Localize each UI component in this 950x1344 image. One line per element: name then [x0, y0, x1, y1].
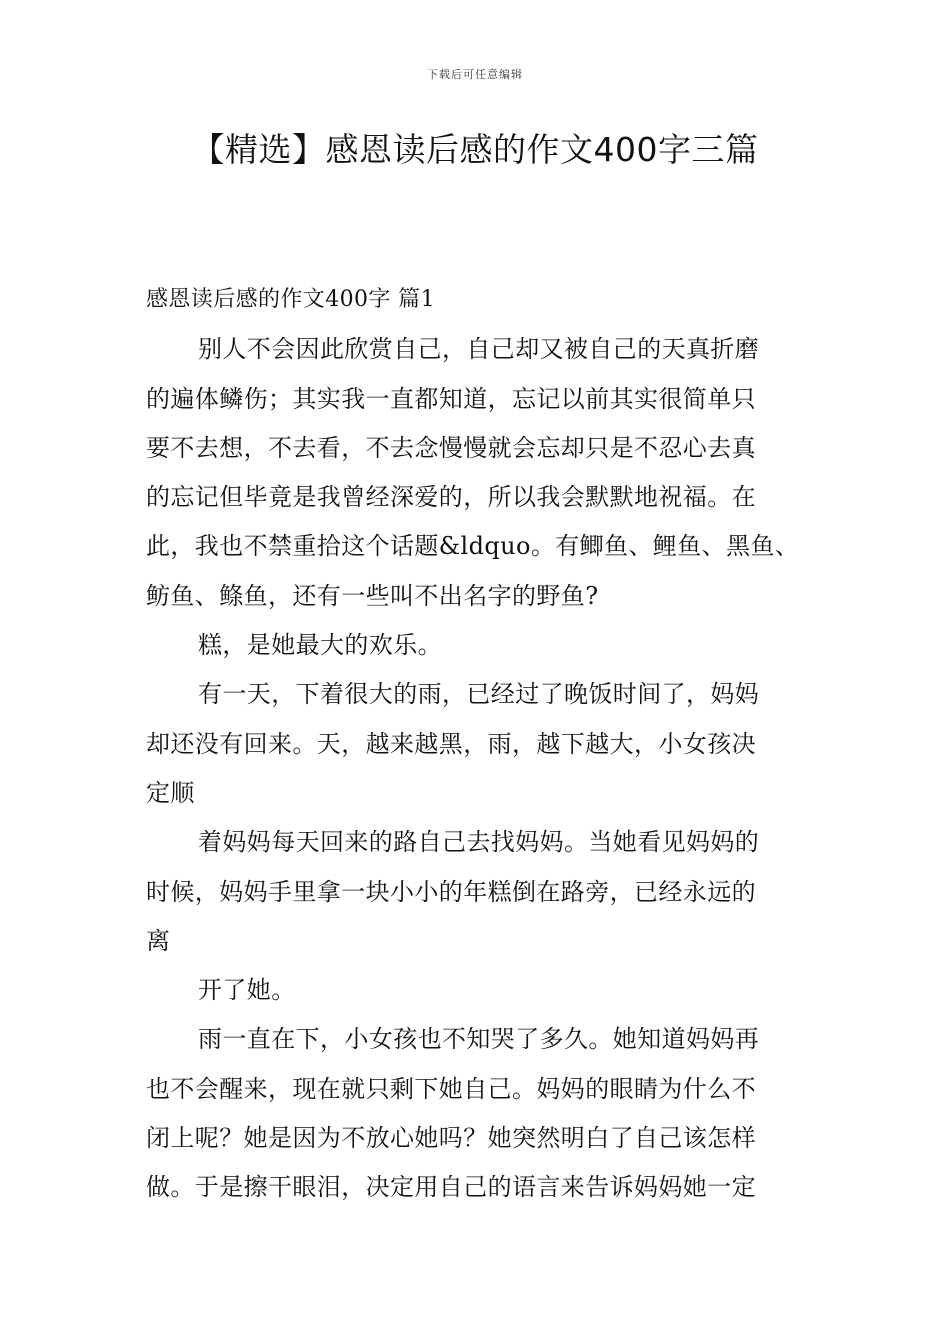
text-line: 开了她。 — [198, 976, 296, 1005]
text-line: 做。于是擦干眼泪，决定用自己的语言来告诉妈妈她一定 — [146, 1173, 756, 1202]
text-line: 别人不会因此欣赏自己，自己却又被自己的天真折磨 — [198, 335, 760, 364]
text-line: 要不去想，不去看，不去念慢慢就会忘却只是不忍心去真 — [146, 433, 756, 462]
text-line: 却还没有回来。天，越来越黑，雨，越下越大，小女孩决 — [146, 729, 756, 758]
header-note: 下载后可任意编辑 — [427, 68, 523, 81]
text-line: 鲂鱼、鲦鱼，还有一些叫不出名字的野鱼? — [146, 581, 599, 610]
text-line: 糕，是她最大的欢乐。 — [198, 631, 442, 660]
text-line: 的忘记但毕竟是我曾经深爱的，所以我会默默地祝福。在 — [146, 483, 756, 512]
document-title: 【精选】感恩读后感的作文400字三篇 — [191, 130, 759, 169]
section-heading: 感恩读后感的作文400字 篇1 — [146, 287, 435, 312]
text-line: 时候，妈妈手里拿一块小小的年糕倒在路旁，已经永远的 — [146, 877, 756, 906]
text-line: 着妈妈每天回来的路自己去找妈妈。当她看见妈妈的 — [198, 828, 760, 857]
text-line: 有一天，下着很大的雨，已经过了晚饭时间了，妈妈 — [198, 680, 760, 709]
text-line: 也不会醒来，现在就只剩下她自己。妈妈的眼睛为什么不 — [146, 1074, 756, 1103]
text-line: 定顺 — [146, 778, 195, 807]
text-line: 此，我也不禁重拾这个话题&ldquo。有鲫鱼、鲤鱼、黑鱼、 — [146, 532, 800, 561]
text-line: 雨一直在下，小女孩也不知哭了多久。她知道妈妈再 — [198, 1025, 760, 1054]
text-line: 的遍体鳞伤；其实我一直都知道，忘记以前其实很简单只 — [146, 384, 756, 413]
text-line: 闭上呢？她是因为不放心她吗？她突然明白了自己该怎样 — [146, 1124, 756, 1153]
text-line: 离 — [146, 926, 171, 955]
document-body — [146, 281, 836, 1218]
